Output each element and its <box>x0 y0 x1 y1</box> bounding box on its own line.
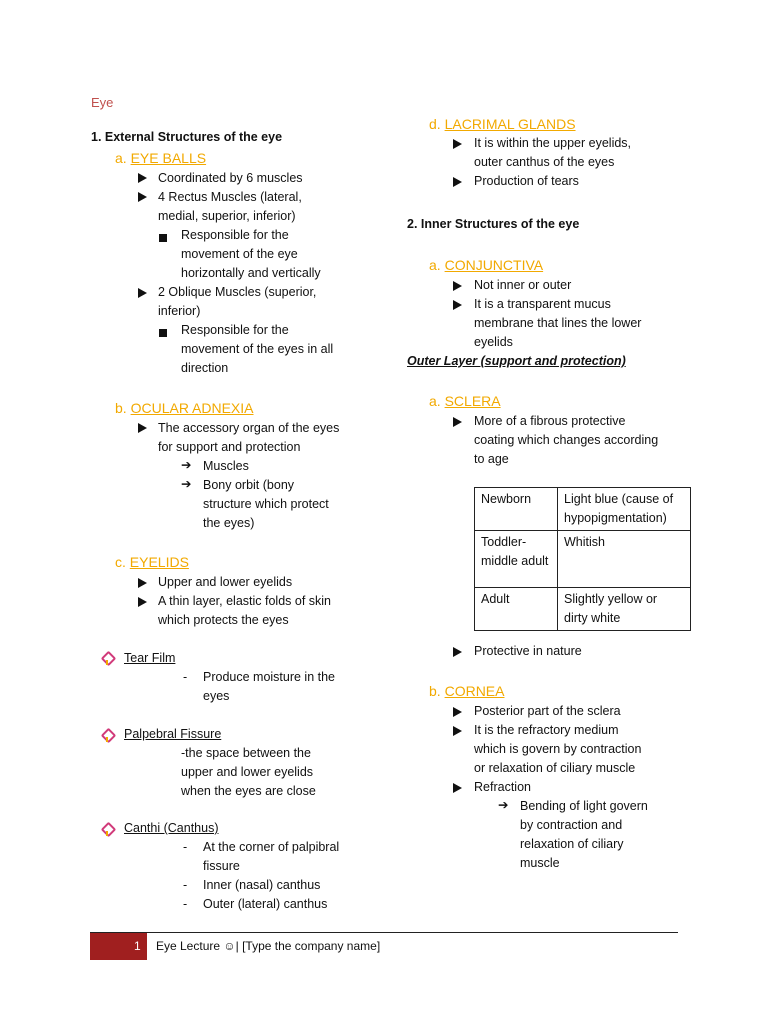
list-item: At the corner of palpibral <box>203 840 340 854</box>
table-row <box>475 488 691 531</box>
subsection-label: d. <box>429 116 441 132</box>
arrow-bullet-icon <box>453 416 462 430</box>
list-item: outer canthus of the eyes <box>474 155 615 169</box>
list-item: which protects the eyes <box>158 613 289 627</box>
arrow-bullet-icon <box>453 299 462 313</box>
subsection-sclera <box>429 393 501 409</box>
table-cell: Whitish <box>558 531 691 588</box>
list-item: the eyes) <box>203 516 255 530</box>
list-item: movement of the eyes in all <box>181 342 334 356</box>
list-item: Inner (nasal) canthus <box>203 878 321 892</box>
square-bullet-icon <box>159 231 167 245</box>
subsection-label: a. <box>115 150 127 166</box>
list-item: inferior) <box>158 304 201 318</box>
arrow-bullet-icon <box>138 596 147 610</box>
list-item: Bending of light govern <box>520 799 648 813</box>
list-item: movement of the eye <box>181 247 298 261</box>
arrow-bullet-icon <box>453 782 462 796</box>
subsection-lacrimal-glands <box>429 116 576 132</box>
list-item: 4 Rectus Muscles (lateral, <box>158 190 302 204</box>
subsection-cornea <box>429 683 504 699</box>
arrow-bullet-icon <box>138 172 147 186</box>
list-item: which is govern by contraction <box>474 742 642 756</box>
list-item: Upper and lower eyelids <box>158 575 293 589</box>
subsection-title: OCULAR ADNEXIA <box>130 400 254 416</box>
arrow-bullet-icon <box>453 725 462 739</box>
list-item: structure which protect <box>203 497 329 511</box>
right-arrow-icon: ➔ <box>181 477 192 491</box>
dash-bullet: - <box>183 878 188 892</box>
table-row <box>475 531 691 588</box>
footer-divider <box>90 932 678 933</box>
right-arrow-icon: ➔ <box>181 458 192 472</box>
subsection-label: c. <box>115 554 126 570</box>
table-cell: Adult <box>475 588 558 631</box>
list-item: Bony orbit (bony <box>203 478 295 492</box>
list-item: Refraction <box>474 780 531 794</box>
list-item: eyelids <box>474 335 513 349</box>
list-item: A thin layer, elastic folds of skin <box>158 594 332 608</box>
arrow-bullet-icon <box>138 191 147 205</box>
list-item: Produce moisture in the <box>203 670 336 684</box>
outer-layer-heading: Outer Layer (support and protection) <box>407 354 626 368</box>
arrow-bullet-icon <box>453 646 462 660</box>
right-arrow-icon: ➔ <box>498 798 509 812</box>
list-item: The accessory organ of the eyes <box>158 421 340 435</box>
list-item: coating which changes according <box>474 433 659 447</box>
decorative-bullet-icon <box>101 652 113 667</box>
list-item: to age <box>474 452 509 466</box>
topic-title: Palpebral Fissure <box>124 727 222 741</box>
list-item: when the eyes are close <box>181 784 316 798</box>
list-item: It is the refractory medium <box>474 723 619 737</box>
table-cell: Slightly yellow or dirty white <box>558 588 691 631</box>
arrow-bullet-icon <box>453 176 462 190</box>
subsection-title: EYELIDS <box>129 554 189 570</box>
subsection-title: LACRIMAL GLANDS <box>444 116 576 132</box>
list-item: Outer (lateral) canthus <box>203 897 328 911</box>
subsection-label: a. <box>429 257 441 273</box>
list-item: Coordinated by 6 muscles <box>158 171 303 185</box>
list-item: upper and lower eyelids <box>181 765 314 779</box>
list-item: Production of tears <box>474 174 579 188</box>
arrow-bullet-icon <box>453 138 462 152</box>
subsection-eyelids <box>115 554 189 570</box>
subsection-label: b. <box>115 400 127 416</box>
list-item: fissure <box>203 859 240 873</box>
list-item: 2 Oblique Muscles (superior, <box>158 285 317 299</box>
list-item: Muscles <box>203 459 249 473</box>
list-item: Not inner or outer <box>474 278 572 292</box>
list-item: -the space between the <box>181 746 311 760</box>
list-item: Responsible for the <box>181 323 289 337</box>
list-item: by contraction and <box>520 818 623 832</box>
table-cell: Newborn <box>475 488 558 531</box>
list-item: or relaxation of ciliary muscle <box>474 761 636 775</box>
subsection-conjunctiva <box>429 257 543 273</box>
subsection-title: SCLERA <box>444 393 501 409</box>
subsection-title: CONJUNCTIVA <box>444 257 544 273</box>
subsection-title: CORNEA <box>444 683 505 699</box>
list-item: muscle <box>520 856 560 870</box>
section-2-heading: 2. Inner Structures of the eye <box>407 217 580 231</box>
arrow-bullet-icon <box>138 422 147 436</box>
arrow-bullet-icon <box>138 577 147 591</box>
decorative-bullet-icon <box>101 823 113 838</box>
list-item: eyes <box>203 689 230 703</box>
list-item: direction <box>181 361 229 375</box>
section-1-heading: 1. External Structures of the eye <box>91 130 283 144</box>
list-item: More of a fibrous protective <box>474 414 626 428</box>
list-item: membrane that lines the lower <box>474 316 642 330</box>
list-item: Responsible for the <box>181 228 289 242</box>
page-number: 1 <box>134 939 141 953</box>
table-cell: Light blue (cause of hypopigmentation) <box>558 488 691 531</box>
list-item: for support and protection <box>158 440 301 454</box>
dash-bullet: - <box>183 670 188 684</box>
topic-title: Canthi (Canthus) <box>124 821 219 835</box>
list-item: medial, superior, inferior) <box>158 209 296 223</box>
age-color-table <box>474 487 691 631</box>
subsection-label: b. <box>429 683 441 699</box>
topic-title: Tear Film <box>124 651 176 665</box>
subsection-label: a. <box>429 393 441 409</box>
list-item: It is a transparent mucus <box>474 297 611 311</box>
table-row <box>475 588 691 631</box>
table-cell: Toddler-middle adult <box>475 531 558 588</box>
footer-text: Eye Lecture ☺| [Type the company name] <box>156 939 381 953</box>
subsection-ocular-adnexia <box>115 400 254 416</box>
list-item: relaxation of ciliary <box>520 837 624 851</box>
arrow-bullet-icon <box>453 280 462 294</box>
list-item: Posterior part of the sclera <box>474 704 621 718</box>
list-item: It is within the upper eyelids, <box>474 136 632 150</box>
arrow-bullet-icon <box>138 287 147 301</box>
list-item: horizontally and vertically <box>181 266 321 280</box>
decorative-bullet-icon <box>101 729 113 744</box>
dash-bullet: - <box>183 897 188 911</box>
subsection-eye-balls <box>115 150 206 166</box>
dash-bullet: - <box>183 840 188 854</box>
list-item: Protective in nature <box>474 644 582 658</box>
document-title: Eye <box>91 95 114 110</box>
subsection-title: EYE BALLS <box>130 150 207 166</box>
square-bullet-icon <box>159 326 167 340</box>
arrow-bullet-icon <box>453 706 462 720</box>
